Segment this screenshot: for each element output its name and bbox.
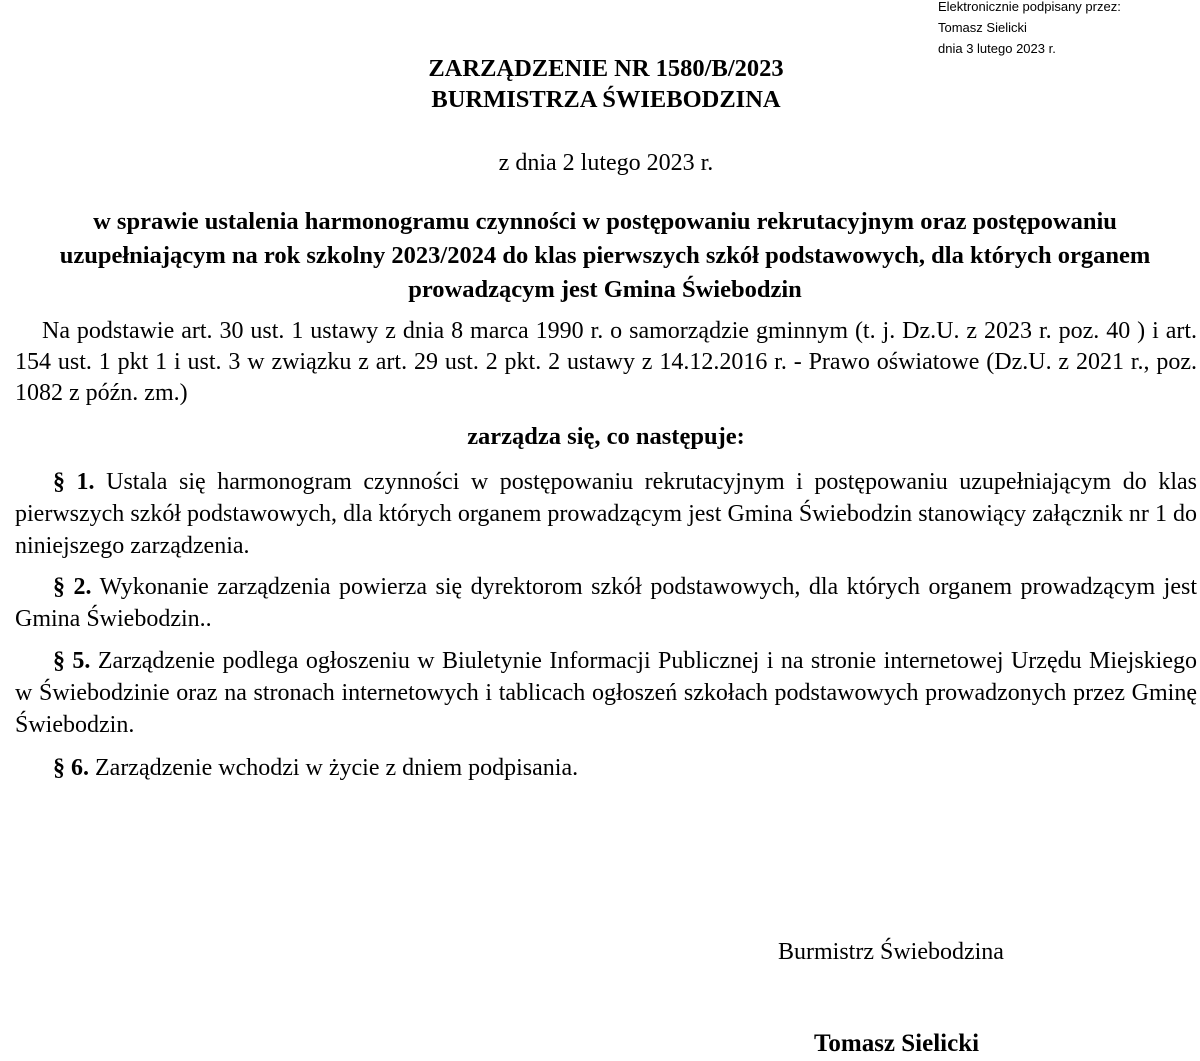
signatory-name: Tomasz Sielicki xyxy=(814,1030,980,1057)
electronic-signature-stamp xyxy=(938,0,1121,59)
title-line-2: BURMISTRZA ŚWIEBODZINA xyxy=(431,86,781,113)
paragraph-2 xyxy=(15,571,1197,635)
document-title xyxy=(0,53,1200,115)
decree-phrase: zarządza się, co następuje: xyxy=(467,423,745,450)
esign-signer: Tomasz Sielicki xyxy=(938,20,1027,35)
document-date: z dnia 2 lutego 2023 r. xyxy=(498,150,714,176)
paragraph-text: Wykonanie zarządzenia powierza się dyrektorom szkół podstawowych, dla których organem prowadzącym jest Gmina Świebodzin.. xyxy=(15,574,1197,632)
signatory-title: Burmistrz Świebodzina xyxy=(778,939,1004,965)
paragraph-text: Zarządzenie podlega ogłoszeniu w Biuletynie Informacji Publicznej i na stronie internetowej Urzędu Miejskiego w Świebodzinie oraz na stronach internetowych i tablicach ogłoszeń szkołach podstawowych prowadzonych przez Gminę Świebodzin. xyxy=(15,648,1197,738)
paragraph-5 xyxy=(15,645,1197,741)
document-subject: w sprawie ustalenia harmonogramu czynności w postępowaniu rekrutacyjnym oraz postępowaniu uzupełniającym na rok szkolny 2023/2024 do klas pierwszych szkół podstawowych, dla których organem prowadzącym jest Gmina Świebodzin xyxy=(59,208,1151,303)
paragraph-number: § 1. xyxy=(53,469,95,495)
title-line-1: ZARZĄDZENIE NR 1580/B/2023 xyxy=(428,55,784,82)
paragraph-1 xyxy=(15,466,1197,562)
esign-date: dnia 3 lutego 2023 r. xyxy=(938,41,1056,56)
paragraph-number: § 6. xyxy=(53,755,89,781)
paragraph-text: Zarządzenie wchodzi w życie z dniem podpisania. xyxy=(89,755,579,781)
legal-basis: Na podstawie art. 30 ust. 1 ustawy z dnia 8 marca 1990 r. o samorządzie gminnym (t. j. Dz.U. z 2023 r. poz. 40 ) i art. 154 ust. 1 pkt 1 i ust. 3 w związku z art. 29 ust. 2 pkt. 2 ustawy z 14.12.2016 r. - Prawo oświatowe (Dz.U. z 2021 r., poz. 1082 z późn. zm.) xyxy=(15,318,1197,406)
paragraph-6 xyxy=(15,752,1197,784)
paragraph-number: § 5. xyxy=(53,648,91,674)
paragraph-text: Ustala się harmonogram czynności w postępowaniu rekrutacyjnym i postępowaniu uzupełniającym do klas pierwszych szkół podstawowych, dla których organem prowadzącym jest Gmina Świebodzin stanowiący załącznik nr 1 do niniejszego zarządzenia. xyxy=(15,469,1197,559)
paragraph-number: § 2. xyxy=(53,574,92,600)
esign-label: Elektronicznie podpisany przez: xyxy=(938,0,1121,14)
